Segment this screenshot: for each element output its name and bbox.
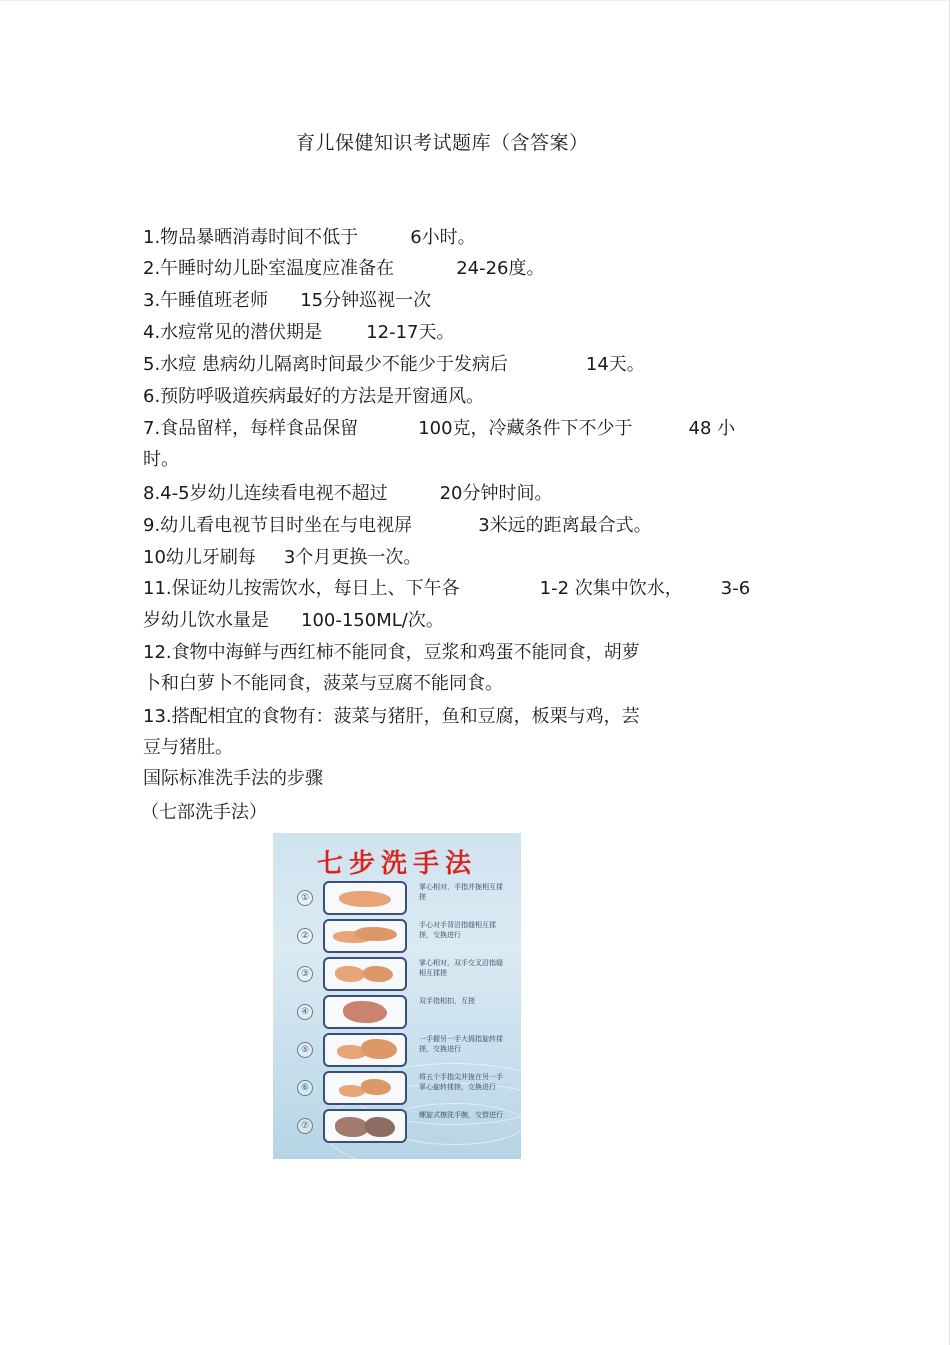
question-line-11: 11.保证幼儿按需饮水，每日上、下午各 1-2 次集中饮水， 3-6 bbox=[143, 578, 751, 599]
question-line-9: 9.幼儿看电视节目时坐在与电视屏 3米远的距离最合式。 bbox=[143, 515, 652, 536]
question-line-10: 10幼儿牙刷每 3个月更换一次。 bbox=[143, 547, 422, 568]
hands-illustration bbox=[323, 995, 407, 1029]
question-line-12: 12.食物中海鲜与西红柿不能同食，豆浆和鸡蛋不能同食，胡萝 bbox=[143, 642, 640, 663]
hands-illustration bbox=[323, 919, 407, 953]
question-line-1: 1.物品暴晒消毒时间不低于 6小时。 bbox=[143, 227, 476, 248]
question-line-13-cont: 豆与猪肚。 bbox=[143, 737, 233, 758]
handwash-subheading: （七部洗手法） bbox=[141, 802, 267, 823]
step-number: ⑥ bbox=[297, 1080, 313, 1096]
poster-step-5 bbox=[273, 1033, 521, 1067]
poster-step-1 bbox=[273, 881, 521, 915]
question-line-13: 13.搭配相宜的食物有：菠菜与猪肝，鱼和豆腐，板栗与鸡，芸 bbox=[143, 706, 640, 727]
step-text: 螺旋式擦洗手腕，交替进行 bbox=[419, 1111, 503, 1119]
document-title: 育儿保健知识考试题库（含答案） bbox=[296, 132, 589, 154]
question-line-2: 2.午睡时幼儿卧室温度应准备在 24-26度。 bbox=[143, 258, 545, 279]
step-text: 掌心相对，双手交叉沿指缝相互揉搓 bbox=[419, 959, 503, 977]
handwash-heading: 国际标准洗手法的步骤 bbox=[143, 768, 323, 789]
poster-title: 七步洗手法 bbox=[316, 849, 477, 879]
handwash-poster bbox=[273, 833, 521, 1159]
step-number: ⑤ bbox=[297, 1042, 313, 1058]
question-line-6: 6.预防呼吸道疾病最好的方法是开窗通风。 bbox=[143, 386, 485, 407]
question-line-5: 5.水痘 患病幼儿隔离时间最少不能少于发病后 14天。 bbox=[143, 354, 645, 375]
poster-step-4 bbox=[273, 995, 521, 1029]
poster-step-3 bbox=[273, 957, 521, 991]
poster-step-7 bbox=[273, 1109, 521, 1143]
hand-icon bbox=[363, 966, 393, 982]
hand-icon bbox=[335, 966, 365, 982]
hands-illustration bbox=[323, 957, 407, 991]
question-line-4: 4.水痘常见的潜伏期是 12-17天。 bbox=[143, 322, 455, 343]
step-text: 双手指相扣，互搓 bbox=[419, 997, 475, 1005]
hand-icon bbox=[365, 1117, 395, 1137]
step-text: 将五个手指尖并拢在另一手掌心旋转揉搓，交换进行 bbox=[419, 1073, 503, 1091]
question-line-7: 7.食品留样，每样食品保留 100克，冷藏条件下不少于 48 小 bbox=[143, 418, 736, 439]
step-number: ① bbox=[297, 890, 313, 906]
hand-icon bbox=[339, 891, 391, 907]
step-number: ② bbox=[297, 928, 313, 944]
step-text: 掌心相对，手指并拢相互揉搓 bbox=[419, 883, 503, 901]
question-line-8: 8.4-5岁幼儿连续看电视不超过 20分钟时间。 bbox=[143, 483, 553, 504]
question-line-7-cont: 时。 bbox=[143, 449, 179, 470]
hands-illustration bbox=[323, 1033, 407, 1067]
step-text: 手心对手背沿指缝相互揉搓，交换进行 bbox=[419, 921, 496, 939]
hand-icon bbox=[355, 927, 397, 941]
poster-step-6 bbox=[273, 1071, 521, 1105]
poster-step-2 bbox=[273, 919, 521, 953]
step-text: 一手握另一手大拇指旋转揉搓，交换进行 bbox=[419, 1035, 503, 1053]
hands-illustration bbox=[323, 1071, 407, 1105]
step-number: ⑦ bbox=[297, 1118, 313, 1134]
step-number: ③ bbox=[297, 966, 313, 982]
question-line-12-cont: 卜和白萝卜不能同食，菠菜与豆腐不能同食。 bbox=[143, 673, 503, 694]
hands-illustration bbox=[323, 881, 407, 915]
hand-icon bbox=[361, 1079, 391, 1095]
step-number: ④ bbox=[297, 1004, 313, 1020]
hands-illustration bbox=[323, 1109, 407, 1143]
question-line-11-cont: 岁幼儿饮水量是 100-150ML/次。 bbox=[143, 610, 444, 631]
question-line-3: 3.午睡值班老师 15分钟巡视一次 bbox=[143, 290, 432, 311]
hand-icon bbox=[361, 1039, 397, 1059]
hand-icon bbox=[343, 1001, 387, 1023]
hand-icon bbox=[335, 1117, 369, 1137]
